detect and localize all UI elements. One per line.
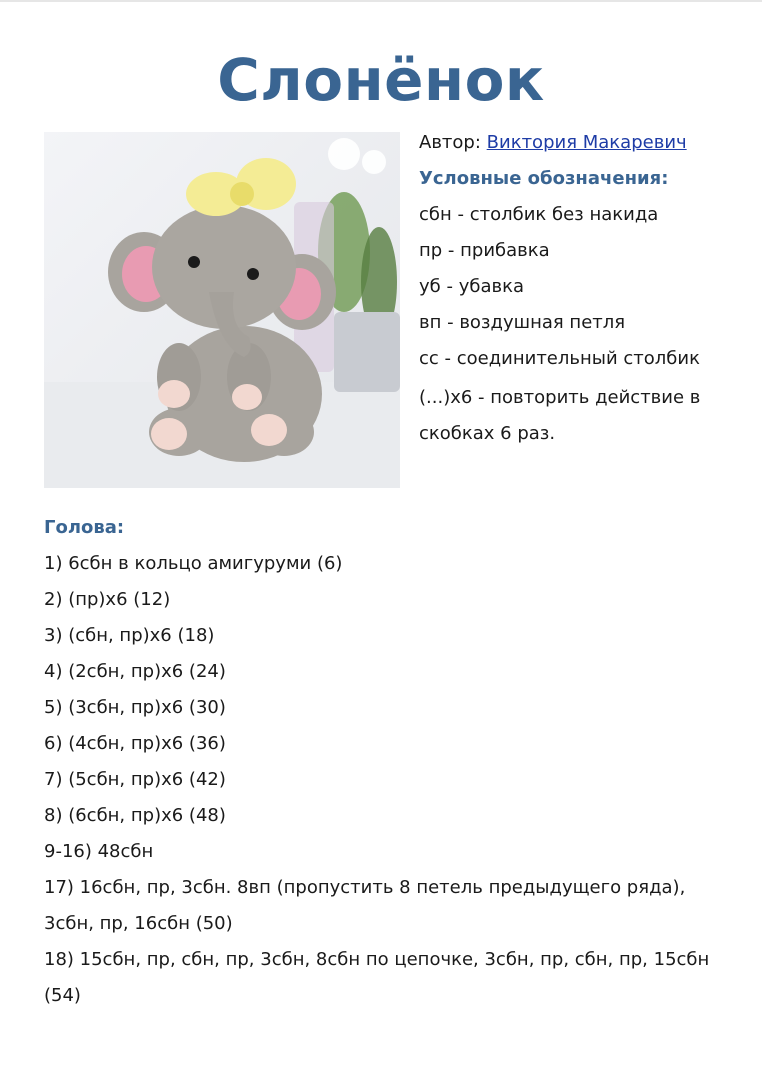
legend-heading: Условные обозначения: (419, 168, 669, 189)
pattern-row: 18) 15сбн, пр, сбн, пр, 3сбн, 8сбн по цепочке, 3сбн, пр, сбн, пр, 15сбн (54) (44, 949, 710, 1006)
elephant-photo (44, 132, 400, 488)
head-heading: Голова: (44, 517, 125, 538)
legend-item: (...)х6 - повторить действие в скобках 6 раз. (419, 387, 701, 444)
pattern-row: 9-16) 48сбн (44, 841, 154, 862)
author-line (419, 128, 739, 164)
head-section (44, 510, 734, 1014)
pattern-row: 3) (сбн, пр)х6 (18) (44, 625, 215, 646)
author-label: Автор: (419, 132, 481, 153)
pattern-row: 17) 16сбн, пр, 3сбн. 8вп (пропустить 8 петель предыдущего ряда), 3сбн, пр, 16сбн (50) (44, 877, 686, 934)
info-panel (419, 128, 739, 452)
legend-item: сбн - столбик без накида (419, 204, 659, 225)
legend-item: пр - прибавка (419, 240, 550, 261)
legend-item: уб - убавка (419, 276, 524, 297)
author-link[interactable]: Виктория Макаревич (486, 132, 687, 153)
pattern-row: 7) (5сбн, пр)х6 (42) (44, 769, 226, 790)
pattern-row: 2) (пр)х6 (12) (44, 589, 171, 610)
top-divider (0, 0, 762, 2)
pattern-row: 1) 6сбн в кольцо амигуруми (6) (44, 553, 343, 574)
legend-item: сс - соединительный столбик (419, 348, 700, 369)
pattern-row: 6) (4сбн, пр)х6 (36) (44, 733, 226, 754)
legend-item: вп - воздушная петля (419, 312, 626, 333)
pattern-row: 8) (6сбн, пр)х6 (48) (44, 805, 226, 826)
pattern-row: 5) (3сбн, пр)х6 (30) (44, 697, 226, 718)
page-title: Слонёнок (217, 46, 545, 114)
pattern-row: 4) (2сбн, пр)х6 (24) (44, 661, 226, 682)
